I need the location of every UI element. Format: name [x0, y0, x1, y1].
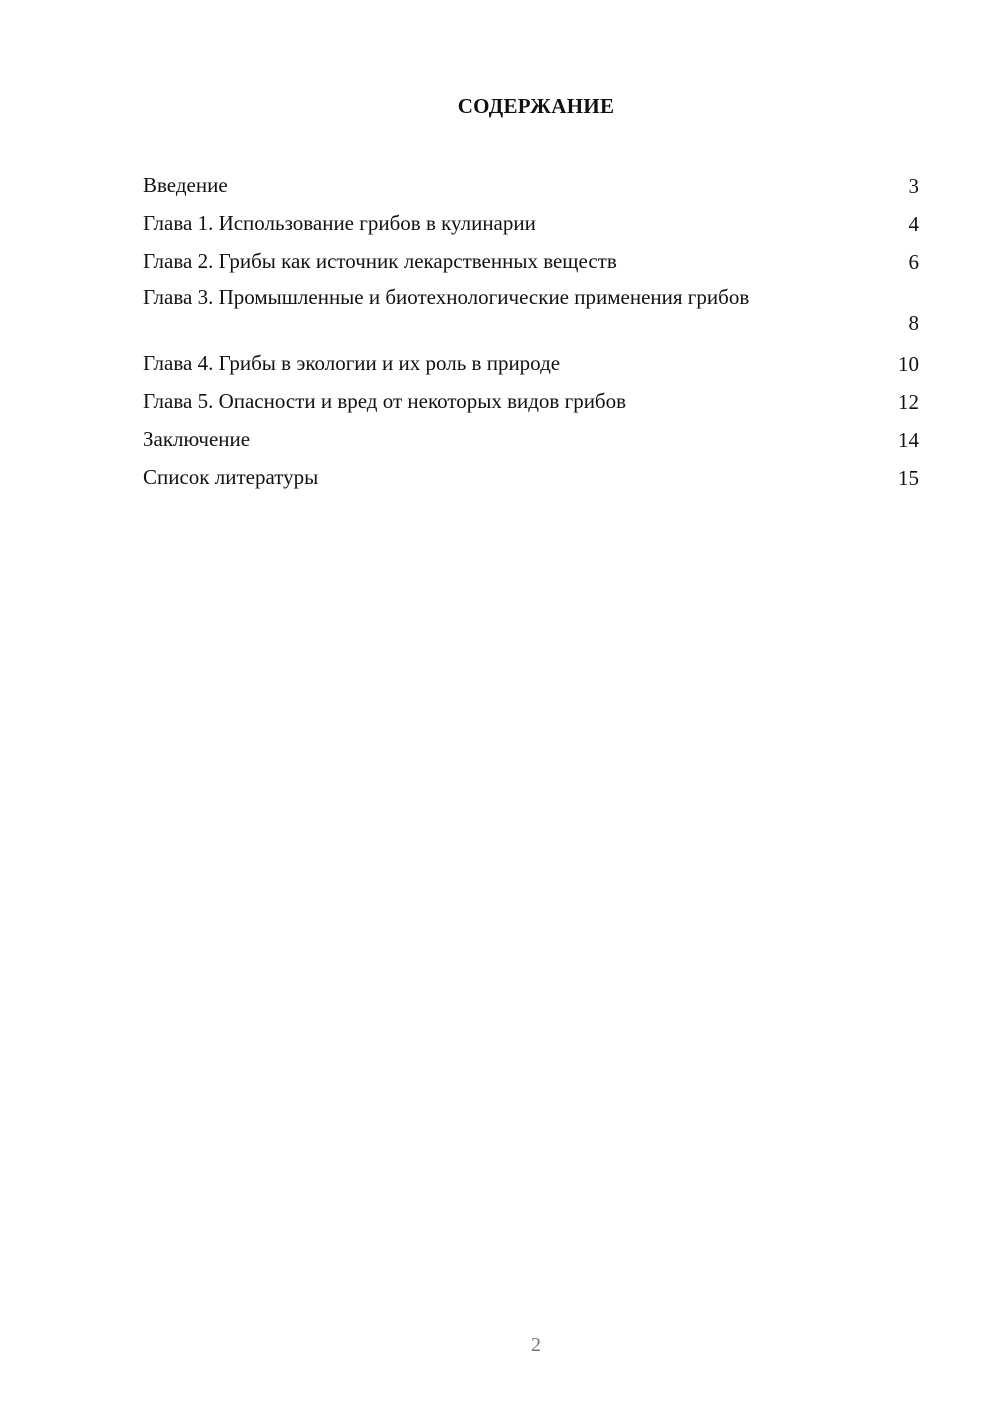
toc-entry-page: 3 [908, 174, 919, 198]
toc-entry-chapter-2[interactable] [143, 245, 919, 283]
toc-entry-label: Глава 2. Грибы как источник лекарственных веществ [143, 249, 617, 273]
toc-entry-chapter-4[interactable] [143, 347, 919, 385]
toc-entry-label: Глава 4. Грибы в экологии и их роль в природе [143, 351, 561, 375]
toc-entry-page: 15 [898, 466, 919, 490]
page-number: 2 [531, 1334, 541, 1356]
toc-entry-label: Список литературы [143, 465, 319, 489]
toc-entry-page: 4 [908, 212, 919, 236]
table-of-contents [143, 169, 919, 499]
toc-entry-page: 6 [908, 250, 919, 274]
toc-entry-chapter-1[interactable] [143, 207, 919, 245]
page-title: СОДЕРЖАНИЕ [457, 94, 615, 118]
toc-entry-label: Заключение [143, 427, 251, 451]
toc-entry-page: 10 [898, 352, 919, 376]
toc-entry-label: Глава 1. Использование грибов в кулинарии [143, 211, 536, 235]
toc-entry-chapter-3[interactable] [143, 283, 919, 347]
toc-entry-page: 8 [908, 311, 919, 335]
toc-entry-page: 12 [898, 390, 919, 414]
toc-entry-page: 14 [898, 428, 919, 452]
toc-entry-label: Глава 3. Промышленные и биотехнологические применения грибов [143, 285, 750, 309]
toc-entry-label: Введение [143, 173, 228, 197]
toc-entry-references[interactable] [143, 461, 919, 499]
toc-entry-chapter-5[interactable] [143, 385, 919, 423]
toc-entry-conclusion[interactable] [143, 423, 919, 461]
toc-entry-introduction[interactable] [143, 169, 919, 207]
toc-entry-label: Глава 5. Опасности и вред от некоторых видов грибов [143, 389, 627, 413]
